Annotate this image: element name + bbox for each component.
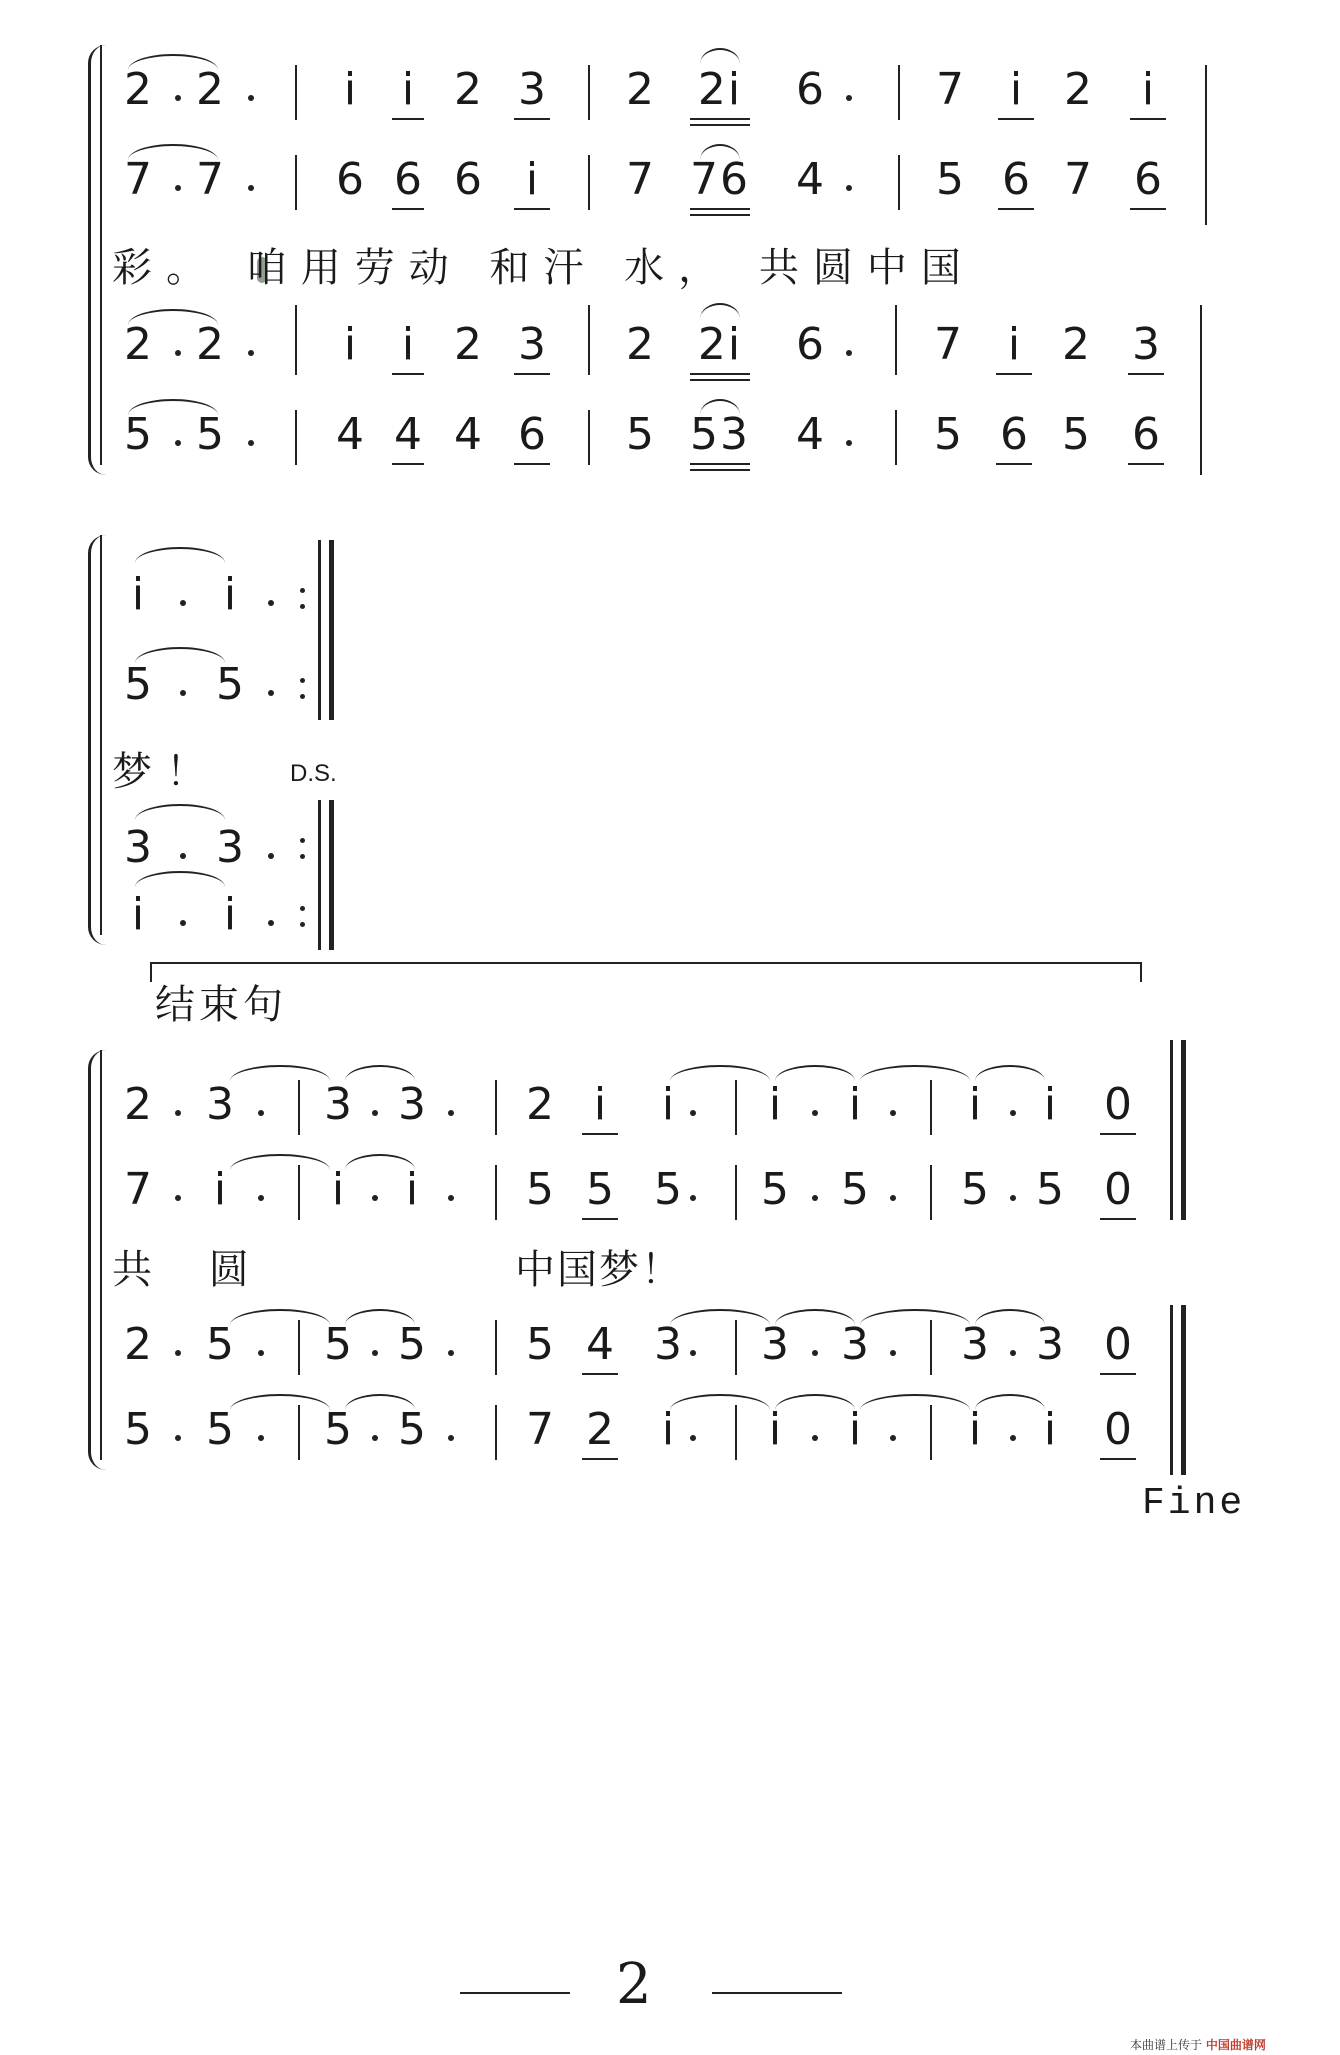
tie: [775, 1309, 855, 1325]
barline: [588, 305, 590, 375]
note: 4: [454, 409, 482, 460]
section-bracket-right: [1140, 962, 1142, 982]
note: i: [1043, 1079, 1057, 1130]
staff-row-bass: [0, 405, 1340, 465]
lyrics-line: 共 圆: [112, 1247, 271, 1293]
dot: [175, 185, 181, 191]
tie: [135, 647, 225, 663]
note: i: [401, 319, 415, 370]
note: 6: [394, 154, 422, 205]
note: 7: [124, 1164, 152, 1215]
repeat-end-barline: [318, 540, 334, 720]
tie: [345, 1154, 415, 1170]
note: 2: [586, 1404, 614, 1455]
double-underline: [690, 208, 750, 216]
tie: [128, 144, 218, 160]
note: 3: [124, 822, 152, 873]
tie: [345, 1309, 415, 1325]
slur: [700, 144, 740, 160]
section-bracket-left: [150, 962, 152, 982]
section-label: 结束句: [155, 982, 287, 1028]
underline: [1100, 1218, 1136, 1220]
dot: [448, 1435, 454, 1441]
dot: [812, 1350, 818, 1356]
note: i: [593, 1079, 607, 1130]
underline: [1130, 118, 1166, 120]
tie: [230, 1394, 330, 1410]
barline: [298, 1165, 300, 1220]
note: 7: [934, 319, 962, 370]
note: 3: [206, 1079, 234, 1130]
note: 6: [796, 64, 824, 115]
dot: [372, 1110, 378, 1116]
note: 4: [586, 1319, 614, 1370]
dot: [812, 1435, 818, 1441]
barline: [298, 1405, 300, 1460]
page-number-rule-left: [460, 1992, 570, 1994]
barline: [588, 410, 590, 465]
note: 2: [526, 1079, 554, 1130]
staff-row-bass: [0, 885, 1340, 945]
note: 2: [1064, 64, 1092, 115]
barline: [295, 155, 297, 210]
dot: [1010, 1110, 1016, 1116]
note: 5: [586, 1164, 614, 1215]
note: 3: [324, 1079, 352, 1130]
note: i: [768, 1404, 782, 1455]
underline: [514, 373, 550, 375]
barline: [588, 65, 590, 120]
double-underline: [690, 373, 750, 381]
section-bracket: [150, 962, 1140, 964]
tie: [128, 309, 218, 325]
tie: [670, 1309, 770, 1325]
staff-row-alto: [0, 150, 1340, 210]
page-number: 2: [616, 1952, 652, 2017]
underline: [392, 463, 424, 465]
note: 2: [1062, 319, 1090, 370]
slur: [700, 303, 740, 319]
note: 5: [1062, 409, 1090, 460]
tie: [345, 1394, 415, 1410]
barline: [495, 1405, 497, 1460]
barline: [930, 1405, 932, 1460]
dot: [690, 1110, 696, 1116]
barline: [735, 1080, 737, 1135]
dot: [180, 690, 186, 696]
note: 6: [454, 154, 482, 205]
note: 5: [398, 1319, 426, 1370]
tie: [230, 1065, 330, 1081]
dot: [258, 1195, 264, 1201]
dot: [175, 1435, 181, 1441]
underline: [1100, 1133, 1136, 1135]
staff-row-soprano: [0, 565, 1340, 625]
note: 7: [936, 64, 964, 115]
staff-row-tenor: [0, 818, 1340, 878]
underline: [582, 1218, 618, 1220]
tie: [128, 399, 218, 415]
note: 6: [1002, 154, 1030, 205]
note: 2: [124, 1319, 152, 1370]
dot: [448, 1350, 454, 1356]
tie: [975, 1394, 1045, 1410]
barline: [898, 65, 900, 120]
dot: [248, 185, 254, 191]
barline: [298, 1320, 300, 1375]
dot: [175, 1195, 181, 1201]
underline: [1128, 463, 1164, 465]
staff-row-soprano: [0, 60, 1340, 120]
note: 0: [1104, 1164, 1132, 1215]
note: i: [1009, 64, 1023, 115]
final-barline: [1170, 1040, 1186, 1220]
tie: [135, 804, 225, 820]
dot: [372, 1435, 378, 1441]
underline: [514, 118, 550, 120]
underline: [1130, 208, 1166, 210]
underline: [996, 463, 1032, 465]
credit-prefix: 本曲谱上传于: [1130, 2038, 1203, 2052]
underline: [392, 373, 424, 375]
repeat-dots: [300, 660, 306, 720]
note: 2i: [697, 64, 743, 115]
note: 3: [841, 1319, 869, 1370]
underline: [582, 1373, 618, 1375]
note: 5: [124, 659, 152, 710]
barline: [295, 65, 297, 120]
note: i: [661, 1079, 675, 1130]
note: 6: [1000, 409, 1028, 460]
dot: [1010, 1350, 1016, 1356]
note: 2: [124, 319, 152, 370]
dot: [846, 185, 852, 191]
tie: [230, 1309, 330, 1325]
dot: [268, 853, 274, 859]
note: i: [968, 1079, 982, 1130]
barline: [295, 305, 297, 375]
note: 53: [690, 409, 750, 460]
note: i: [1141, 64, 1155, 115]
tie: [128, 54, 218, 70]
note: 2: [196, 319, 224, 370]
system-3: [0, 960, 1340, 1540]
note: 7: [626, 154, 654, 205]
tie: [860, 1394, 970, 1410]
dot: [372, 1350, 378, 1356]
note: i: [768, 1079, 782, 1130]
underline: [996, 373, 1032, 375]
note: 5: [124, 409, 152, 460]
note: 3: [398, 1079, 426, 1130]
dot: [372, 1195, 378, 1201]
note: 7: [526, 1404, 554, 1455]
note: 5: [324, 1404, 352, 1455]
underline: [514, 208, 550, 210]
repeat-dots: [300, 820, 306, 880]
dot: [175, 350, 181, 356]
dot: [890, 1110, 896, 1116]
tie: [975, 1065, 1045, 1081]
barline: [495, 1165, 497, 1220]
dot: [846, 440, 852, 446]
staff-row-tenor: [0, 315, 1340, 375]
note: 5: [841, 1164, 869, 1215]
dot: [812, 1195, 818, 1201]
final-barline: [1170, 1305, 1186, 1475]
note: 2: [124, 64, 152, 115]
underline: [582, 1458, 618, 1460]
note: 0: [1104, 1319, 1132, 1370]
tie: [860, 1065, 970, 1081]
dot: [268, 920, 274, 926]
note: 7: [196, 154, 224, 205]
note: 3: [518, 319, 546, 370]
dot: [258, 1435, 264, 1441]
note: 6: [1134, 154, 1162, 205]
dot: [890, 1350, 896, 1356]
barline: [930, 1320, 932, 1375]
tie: [670, 1065, 770, 1081]
underline: [392, 118, 424, 120]
note: 3: [216, 822, 244, 873]
note: 5: [124, 1404, 152, 1455]
repeat-dots: [300, 570, 306, 630]
dot: [890, 1195, 896, 1201]
dot: [846, 350, 852, 356]
dot: [690, 1435, 696, 1441]
tie: [775, 1065, 855, 1081]
tie: [860, 1309, 970, 1325]
dot: [268, 600, 274, 606]
tie: [345, 1065, 415, 1081]
dot: [448, 1195, 454, 1201]
lyrics-line: 彩。 咱用劳动 和汗 水， 共圆中国: [112, 245, 975, 291]
system-1: [0, 0, 1340, 500]
note: i: [343, 319, 357, 370]
repeat-dots: [300, 888, 306, 948]
note: 5: [761, 1164, 789, 1215]
note: 6: [518, 409, 546, 460]
note: i: [401, 64, 415, 115]
page-number-rule-right: [712, 1992, 842, 1994]
note: 5: [196, 409, 224, 460]
note: 4: [796, 409, 824, 460]
double-underline: [690, 118, 750, 126]
dot: [268, 690, 274, 696]
underline: [998, 208, 1034, 210]
dot: [690, 1350, 696, 1356]
underline: [582, 1133, 618, 1135]
note: i: [405, 1164, 419, 1215]
fine-mark: Fine: [1142, 1482, 1246, 1525]
dot: [1010, 1435, 1016, 1441]
dot: [258, 1350, 264, 1356]
underline: [1100, 1458, 1136, 1460]
staff-row-bass: [0, 1400, 1340, 1460]
tie: [135, 547, 225, 563]
note: 2: [196, 64, 224, 115]
tie: [775, 1394, 855, 1410]
barline: [735, 1165, 737, 1220]
barline: [898, 155, 900, 210]
note: i: [131, 889, 145, 940]
note: 3: [654, 1319, 682, 1370]
note: 6: [1132, 409, 1160, 460]
dot: [846, 95, 852, 101]
note: 5: [324, 1319, 352, 1370]
note: 2: [626, 319, 654, 370]
note: i: [661, 1404, 675, 1455]
dot: [1010, 1195, 1016, 1201]
staff-row-tenor: [0, 1315, 1340, 1375]
tie: [670, 1394, 770, 1410]
barline: [495, 1320, 497, 1375]
note: 5: [206, 1319, 234, 1370]
lyrics-line: 梦！: [112, 749, 220, 795]
note: 5: [934, 409, 962, 460]
note: i: [223, 569, 237, 620]
dot: [175, 1350, 181, 1356]
double-underline: [690, 463, 750, 471]
note: i: [848, 1079, 862, 1130]
barline: [588, 155, 590, 210]
dot: [180, 853, 186, 859]
note: i: [213, 1164, 227, 1215]
barline: [735, 1320, 737, 1375]
underline: [514, 463, 550, 465]
note: 5: [626, 409, 654, 460]
lyrics-line: 中国梦！: [515, 1247, 683, 1293]
note: 5: [526, 1319, 554, 1370]
barline: [495, 1080, 497, 1135]
slur: [700, 399, 740, 415]
note: 3: [518, 64, 546, 115]
note: 2: [626, 64, 654, 115]
note: 2: [454, 64, 482, 115]
dot: [258, 1110, 264, 1116]
dot: [812, 1110, 818, 1116]
dot: [890, 1435, 896, 1441]
barline: [895, 410, 897, 465]
note: 2i: [697, 319, 743, 370]
barline: [930, 1080, 932, 1135]
repeat-end-barline: [318, 800, 334, 950]
note: 76: [690, 154, 750, 205]
barline: [298, 1080, 300, 1135]
note: i: [223, 889, 237, 940]
tie: [975, 1309, 1045, 1325]
underline: [392, 208, 424, 210]
note: 3: [1132, 319, 1160, 370]
note: 3: [761, 1319, 789, 1370]
upload-credit: [1130, 2036, 1266, 2053]
note: 5: [216, 659, 244, 710]
barline: [735, 1405, 737, 1460]
note: 4: [336, 409, 364, 460]
note: 5: [654, 1164, 682, 1215]
note: 3: [961, 1319, 989, 1370]
system-2: [0, 500, 1340, 960]
dot: [690, 1195, 696, 1201]
note: 2: [124, 1079, 152, 1130]
dot: [448, 1110, 454, 1116]
note: 5: [398, 1404, 426, 1455]
note: i: [968, 1404, 982, 1455]
underline: [998, 118, 1034, 120]
dot: [175, 1110, 181, 1116]
barline: [930, 1165, 932, 1220]
note: 6: [796, 319, 824, 370]
note: 7: [124, 154, 152, 205]
note: 4: [394, 409, 422, 460]
dot: [248, 95, 254, 101]
note: i: [131, 569, 145, 620]
note: 3: [1036, 1319, 1064, 1370]
staff-row-alto: [0, 1160, 1340, 1220]
staff-row-alto: [0, 655, 1340, 715]
staff-row-soprano: [0, 1075, 1340, 1135]
note: i: [343, 64, 357, 115]
underline: [1128, 373, 1164, 375]
note: 4: [796, 154, 824, 205]
note: i: [1007, 319, 1021, 370]
dot: [180, 920, 186, 926]
underline: [1100, 1373, 1136, 1375]
dot: [175, 440, 181, 446]
credit-brand: 中国曲谱网: [1205, 2038, 1266, 2052]
dot: [248, 440, 254, 446]
slur: [700, 48, 740, 64]
note: i: [331, 1164, 345, 1215]
note: i: [525, 154, 539, 205]
note: 0: [1104, 1404, 1132, 1455]
note: i: [1043, 1404, 1057, 1455]
note: 5: [526, 1164, 554, 1215]
barline: [895, 305, 897, 375]
note: 2: [454, 319, 482, 370]
dot: [180, 600, 186, 606]
note: 6: [336, 154, 364, 205]
note: 5: [961, 1164, 989, 1215]
tie: [230, 1154, 330, 1170]
dal-segno-mark: D.S.: [290, 760, 337, 787]
dot: [175, 95, 181, 101]
note: 5: [206, 1404, 234, 1455]
dot: [248, 350, 254, 356]
note: 0: [1104, 1079, 1132, 1130]
barline: [295, 410, 297, 465]
note: i: [848, 1404, 862, 1455]
note: 5: [936, 154, 964, 205]
note: 7: [1064, 154, 1092, 205]
note: 5: [1036, 1164, 1064, 1215]
